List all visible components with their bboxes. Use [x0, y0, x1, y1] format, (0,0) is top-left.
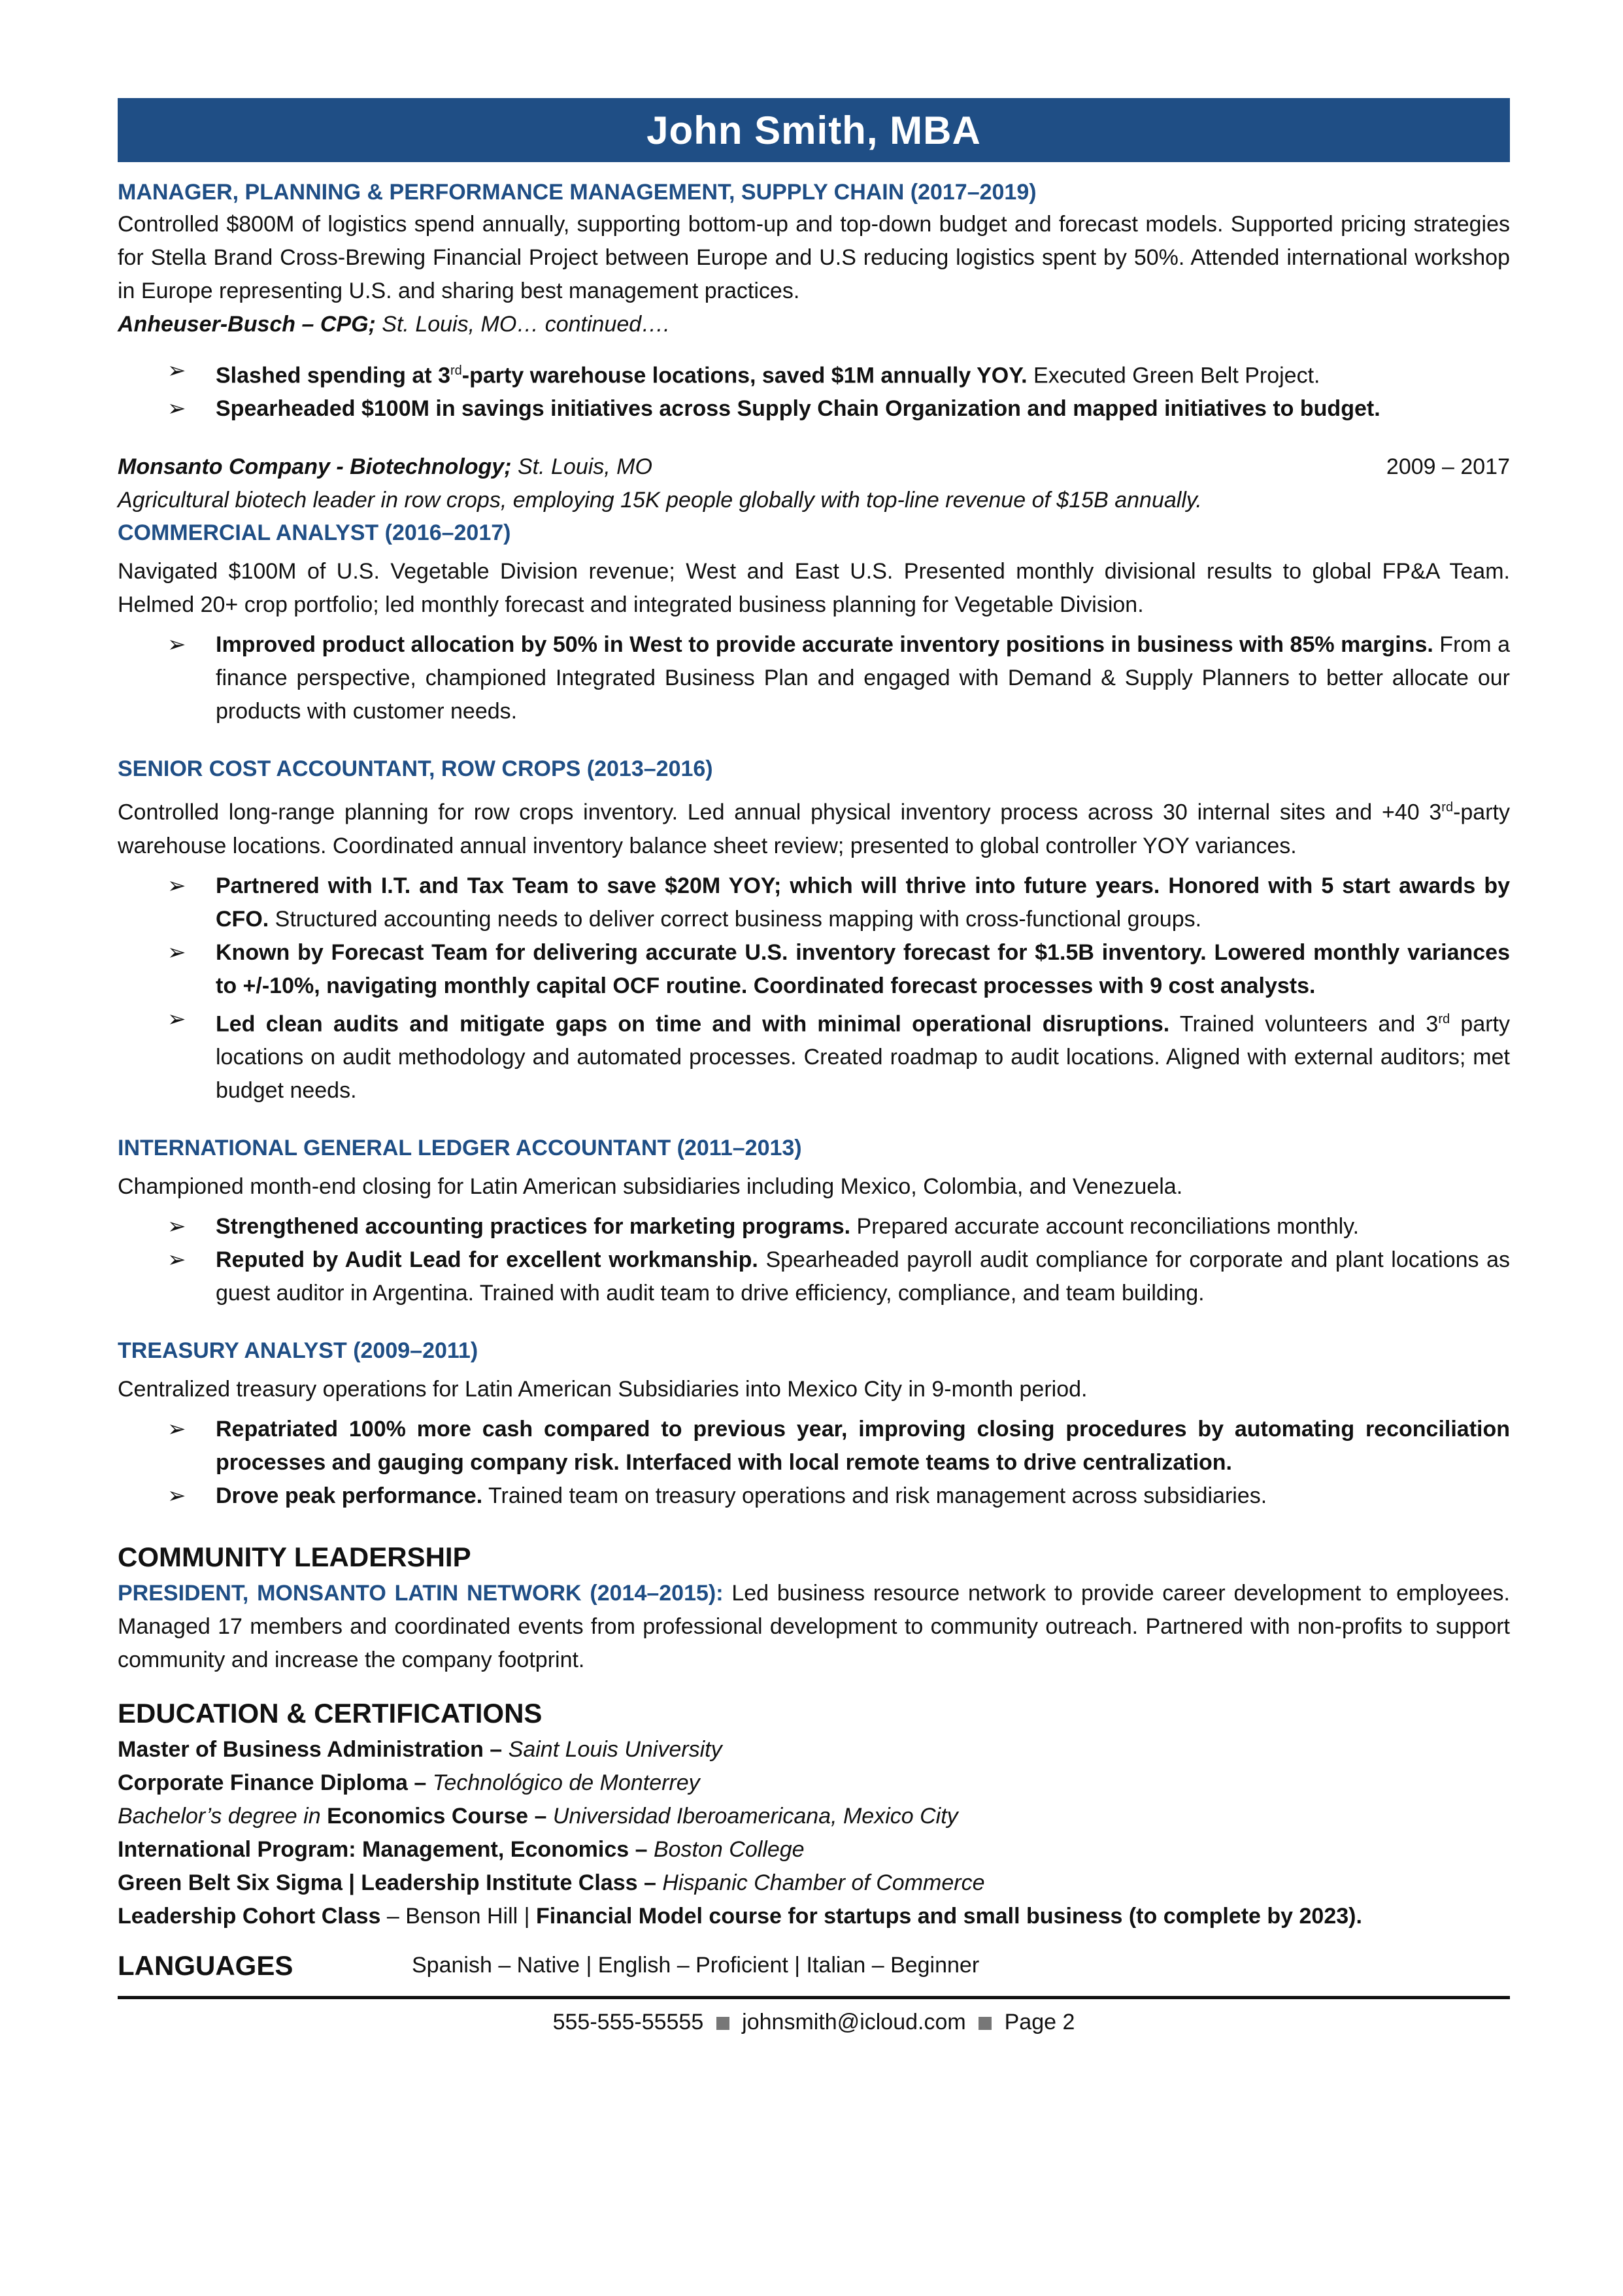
- footer-divider: [118, 1996, 1510, 1999]
- name-banner: [118, 98, 1510, 162]
- bullet-bold: Repatriated 100% more cash compared to previous year, improving closing procedures by automating reconciliation processes and gauging company risk. Interfaced with local remote teams to drive centralization.: [216, 1416, 1510, 1475]
- bullet-bold: -party warehouse locations, saved $1M annually YOY.: [461, 363, 1028, 388]
- edu-bold: Economics Course –: [327, 1803, 547, 1829]
- desc-text: Controlled long-range planning for row crops inventory. Led annual physical inventory process across 30 internal sites and +40 3: [118, 800, 1442, 825]
- footer: [118, 2006, 1510, 2039]
- edu-italic: Bachelor’s degree in: [118, 1803, 327, 1829]
- arrow-bullet-icon: ➢: [167, 1247, 186, 1272]
- edu-institution: Saint Louis University: [502, 1736, 722, 1762]
- list-item: [167, 628, 1511, 728]
- arrow-bullet-icon: ➢: [167, 1006, 186, 1032]
- bullet-bold: Strengthened accounting practices for marketing programs.: [216, 1213, 851, 1239]
- bullet-text: From a finance perspective, championed Integrated Business Plan and engaged with Demand & Supply Planners to better allocate our products with customer needs.: [216, 632, 1511, 724]
- company-location: St. Louis, MO… continued….: [375, 312, 670, 337]
- bullet-bold: Known by Forecast Team for delivering accurate U.S. inventory forecast for $1.5B inventory. Lowered monthly variances to +/-10%, navigating monthly capital OCF routine. Coordinated forecast processes with 9 cost analysts.: [216, 939, 1510, 998]
- role-description: Navigated $100M of U.S. Vegetable Division revenue; West and East U.S. Presented monthly divisional results to global FP&A Team. Helmed 20+ crop portfolio; led monthly forecast and integrated business planning for Vegetable Division.: [118, 559, 1510, 618]
- arrow-bullet-icon: ➢: [167, 939, 186, 965]
- bullet-bold: Spearheaded $100M in savings initiatives across Supply Chain Organization and mapped initiatives to budget.: [216, 396, 1380, 422]
- education-item: [118, 1833, 1510, 1866]
- bullet-bold: Drove peak performance.: [216, 1483, 483, 1508]
- education-item: [118, 1900, 1510, 1933]
- arrow-bullet-icon: ➢: [167, 632, 186, 658]
- employment-dates: 2009 – 2017: [1386, 454, 1510, 480]
- section-title-languages: LANGUAGES: [118, 1950, 293, 1981]
- desc-text: -party warehouse locations. Coordinated annual inventory balance sheet review; presented to global controller YOY variances.: [118, 800, 1510, 858]
- superscript: rd: [1438, 1011, 1450, 1026]
- bullet-bold: Reputed by Audit Lead for excellent workmanship.: [216, 1247, 758, 1272]
- section-title-education: EDUCATION & CERTIFICATIONS: [118, 1697, 543, 1729]
- arrow-bullet-icon: ➢: [167, 396, 186, 422]
- superscript: rd: [450, 363, 462, 378]
- list-item: [167, 392, 1510, 426]
- languages-list: Spanish – Native | English – Proficient | Italian – Beginner: [412, 1953, 980, 1978]
- edu-bold: Financial Model course for startups and small business (to complete by 2023).: [535, 1903, 1362, 1929]
- community-role: PRESIDENT, MONSANTO LATIN NETWORK (2014–2015):: [118, 1580, 724, 1606]
- languages-row: [118, 1950, 1510, 1982]
- phone-number: 555-555-55555: [552, 2009, 704, 2034]
- edu-bold: Corporate Finance Diploma –: [118, 1770, 427, 1795]
- resume-page: [118, 98, 1510, 2039]
- candidate-name: John Smith, MBA: [646, 108, 981, 152]
- education-item: [118, 1766, 1510, 1800]
- achievement-list: [118, 628, 1510, 728]
- edu-text: – Benson Hill |: [380, 1903, 536, 1929]
- role-title: INTERNATIONAL GENERAL LEDGER ACCOUNTANT (2011–2013): [118, 1135, 802, 1160]
- education-item: [118, 1733, 1510, 1766]
- list-item: [167, 1479, 1510, 1513]
- bullet-bold: Improved product allocation by 50% in West to provide accurate inventory positions in business with 85% margins.: [216, 632, 1433, 658]
- list-item: [167, 1210, 1510, 1243]
- role-description: [118, 791, 1510, 862]
- arrow-bullet-icon: ➢: [167, 358, 186, 383]
- education-item: [118, 1800, 1510, 1833]
- role-title: SENIOR COST ACCOUNTANT, ROW CROPS (2013–2016): [118, 756, 713, 782]
- company-tagline: Agricultural biotech leader in row crops, employing 15K people globally with top-line revenue of $15B annually.: [118, 488, 1202, 513]
- list-item: [167, 1003, 1510, 1107]
- role-description: Championed month-end closing for Latin American subsidiaries including Mexico, Colombia, and Venezuela.: [118, 1173, 1183, 1199]
- square-separator-icon: [716, 2017, 729, 2030]
- edu-institution: Technológico de Monterrey: [426, 1770, 700, 1795]
- achievement-list: [118, 1413, 1510, 1513]
- edu-bold: Green Belt Six Sigma | Leadership Institute Class –: [118, 1870, 656, 1895]
- company-line: [118, 308, 1510, 341]
- edu-institution: Boston College: [647, 1836, 805, 1862]
- arrow-bullet-icon: ➢: [167, 873, 186, 898]
- bullet-text: party locations on audit methodology and automated processes. Created roadmap to audit locations. Aligned with external auditors; met budget needs.: [216, 1011, 1510, 1103]
- bullet-bold: Led clean audits and mitigate gaps on time and with minimal operational disruptions.: [216, 1011, 1170, 1036]
- edu-bold: International Program: Management, Economics –: [118, 1836, 648, 1862]
- list-item: [167, 1243, 1511, 1310]
- bullet-bold: Slashed spending at 3: [216, 363, 450, 388]
- edu-bold: Leadership Cohort Class: [118, 1903, 381, 1929]
- role-description: Controlled $800M of logistics spend annually, supporting bottom-up and top-down budget and forecast models. Supported pricing strategies for Stella Brand Cross-Brewing Financial Project between Europe and U.S reducing logistics spent by 50%. Attended international workshop in Europe representing U.S. and sharing best management practices.: [118, 212, 1510, 303]
- list-item: [167, 1413, 1510, 1479]
- arrow-bullet-icon: ➢: [167, 1483, 186, 1508]
- superscript: rd: [1441, 800, 1454, 815]
- bullet-text: Spearheaded payroll audit compliance for corporate and plant locations as guest auditor in Argentina. Trained with audit team to drive efficiency, compliance, and team building.: [216, 1247, 1511, 1306]
- education-item: [118, 1866, 1510, 1900]
- company-header: [118, 450, 1510, 484]
- page-number: Page 2: [1004, 2009, 1075, 2034]
- bullet-bold: Partnered with I.T. and Tax Team to save $20M YOY; which will thrive into future years. Honored with 5 start awards by CFO.: [216, 873, 1510, 932]
- bullet-text: Prepared accurate account reconciliations monthly.: [850, 1213, 1360, 1239]
- arrow-bullet-icon: ➢: [167, 1416, 186, 1442]
- edu-institution: Universidad Iberoamericana, Mexico City: [546, 1803, 958, 1829]
- section-title-community: COMMUNITY LEADERSHIP: [118, 1541, 471, 1572]
- email-address: johnsmith@icloud.com: [742, 2009, 966, 2034]
- community-description: [118, 1577, 1510, 1677]
- bullet-text: Trained team on treasury operations and risk management across subsidiaries.: [482, 1483, 1267, 1508]
- role-title: TREASURY ANALYST (2009–2011): [118, 1338, 478, 1363]
- achievement-list: [118, 354, 1510, 426]
- list-item: [167, 869, 1510, 936]
- bullet-text: Trained volunteers and 3: [1169, 1011, 1439, 1036]
- company-name: Anheuser-Busch – CPG;: [118, 312, 376, 337]
- company-location: St. Louis, MO: [511, 454, 652, 480]
- edu-institution: Hispanic Chamber of Commerce: [656, 1870, 985, 1895]
- role-title: MANAGER, PLANNING & PERFORMANCE MANAGEMENT, SUPPLY CHAIN (2017–2019): [118, 180, 1037, 205]
- role-description: Centralized treasury operations for Latin American Subsidiaries into Mexico City in 9-month period.: [118, 1376, 1088, 1402]
- arrow-bullet-icon: ➢: [167, 1213, 186, 1239]
- edu-bold: Master of Business Administration –: [118, 1736, 503, 1762]
- list-item: [167, 936, 1510, 1003]
- bullet-text: Executed Green Belt Project.: [1027, 363, 1320, 388]
- bullet-text: Structured accounting needs to deliver correct business mapping with cross-functional groups.: [269, 906, 1202, 932]
- role-title: COMMERCIAL ANALYST (2016–2017): [118, 520, 511, 546]
- community-text: Led business resource network to provide career development to employees. Managed 17 members and coordinated events from professional development to community outreach. Partnered with non-profits to support community and increase the company footprint.: [118, 1580, 1510, 1672]
- achievement-list: [118, 1210, 1510, 1310]
- achievement-list: [118, 869, 1510, 1107]
- list-item: [167, 354, 1510, 392]
- square-separator-icon: [979, 2017, 992, 2030]
- company-name: Monsanto Company - Biotechnology;: [118, 454, 512, 480]
